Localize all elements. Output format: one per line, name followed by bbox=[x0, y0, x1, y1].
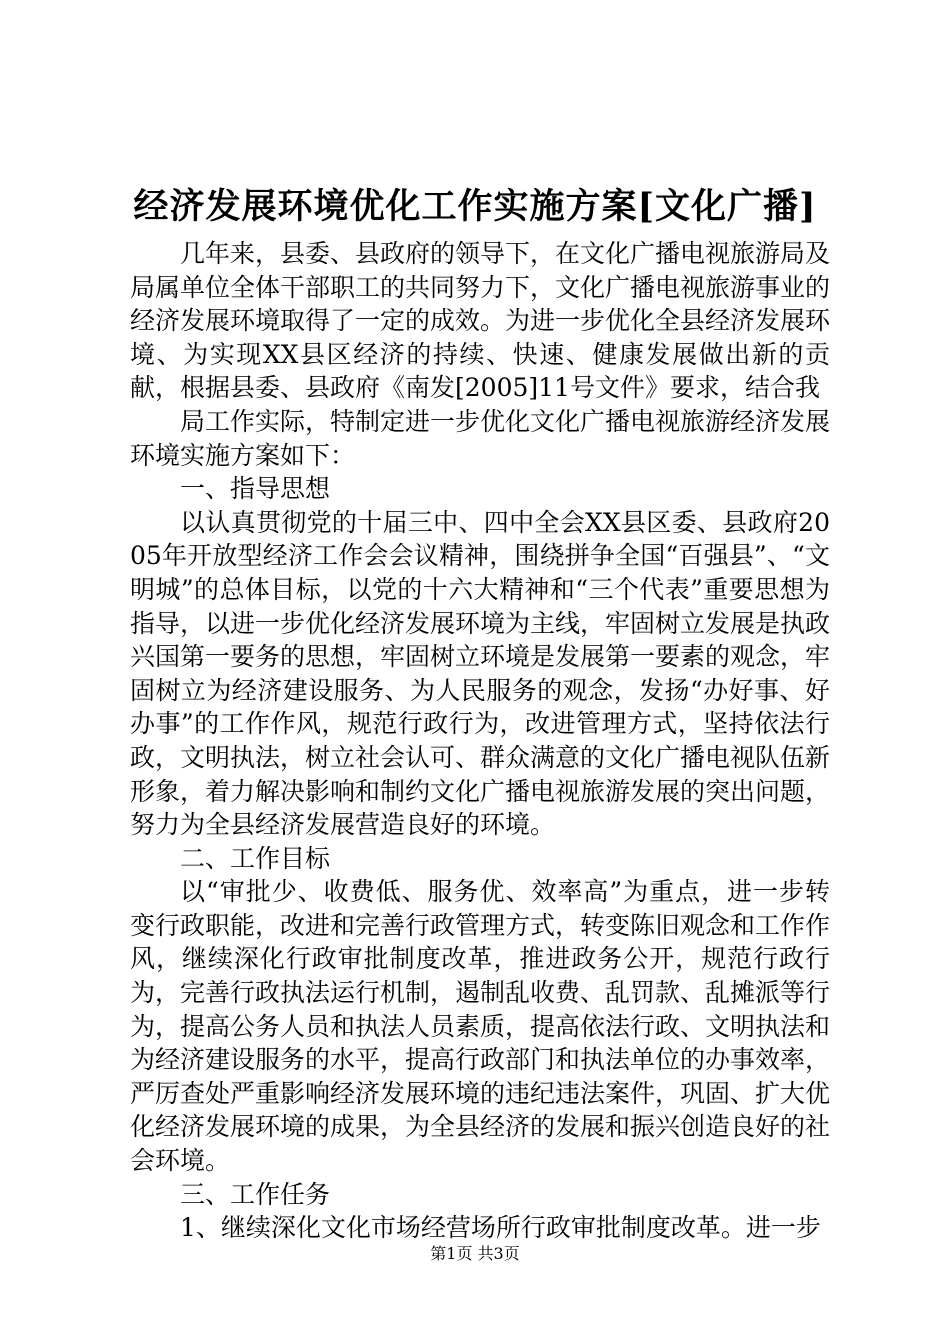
document-body bbox=[130, 237, 830, 1245]
section-heading-work-tasks: 三、工作任务 bbox=[180, 1179, 331, 1209]
paragraph-intro: 几年来，县委、县政府的领导下，在文化广播电视旅游局及局属单位全体干部职工的共同努力下，文化广播电视旅游事业的经济发展环境取得了一定的成效。为进一步优化全县经济发展环境、为实现XX县区经济的持续、快速、健康发展做出新的贡献，根据县委、县政府《南发[2005]11号文件》要求，结合我 bbox=[130, 239, 831, 403]
paragraph-intro-continued: 局工作实际，特制定进一步优化文化广播电视旅游经济发展环境实施方案如下： bbox=[130, 406, 831, 470]
section-heading-guiding-ideology: 一、指导思想 bbox=[180, 474, 331, 504]
paragraph-work-task-1: 1、继续深化文化市场经营场所行政审批制度改革。进一步 bbox=[180, 1213, 821, 1243]
paragraph-guiding-ideology: 以认真贯彻党的十届三中、四中全会XX县区委、县政府2005年开放型经济工作会会议精神，围绕拼争全国“百强县”、“文明城”的总体目标，以党的十六大精神和“三个代表”重要思想为指导，以进一步优化经济发展环境为主线，牢固树立发展是执政兴国第一要务的思想，牢固树立环境是发展第一要素的观念，牢固树立为经济建设服务、为人民服务的观念，发扬“办好事、好办事”的工作作风，规范行政行为，改进管理方式，坚持依法行政，文明执法，树立社会认可、群众满意的文化广播电视队伍新形象，着力解决影响和制约文化广播电视旅游发展的突出问题，努力为全县经济发展营造良好的环境。 bbox=[130, 507, 831, 840]
document-title: 经济发展环境优化工作实施方案[文化广播] bbox=[133, 186, 817, 227]
section-heading-work-goals: 二、工作目标 bbox=[180, 843, 331, 873]
page-number-footer: 第1页 共3页 bbox=[430, 1244, 520, 1263]
paragraph-work-goals: 以“审批少、收费低、服务优、效率高”为重点，进一步转变行政职能，改进和完善行政管理方式，转变陈旧观念和工作作风，继续深化行政审批制度改革，推进政务公开，规范行政行为，完善行政执法运行机制，遏制乱收费、乱罚款、乱摊派等行为，提高公务人员和执法人员素质，提高依法行政、文明执法和为经济建设服务的水平，提高行政部门和执法单位的办事效率，严厉查处严重影响经济发展环境的违纪违法案件，巩固、扩大优化经济发展环境的成果，为全县经济的发展和振兴创造良好的社会环境。 bbox=[130, 877, 831, 1176]
